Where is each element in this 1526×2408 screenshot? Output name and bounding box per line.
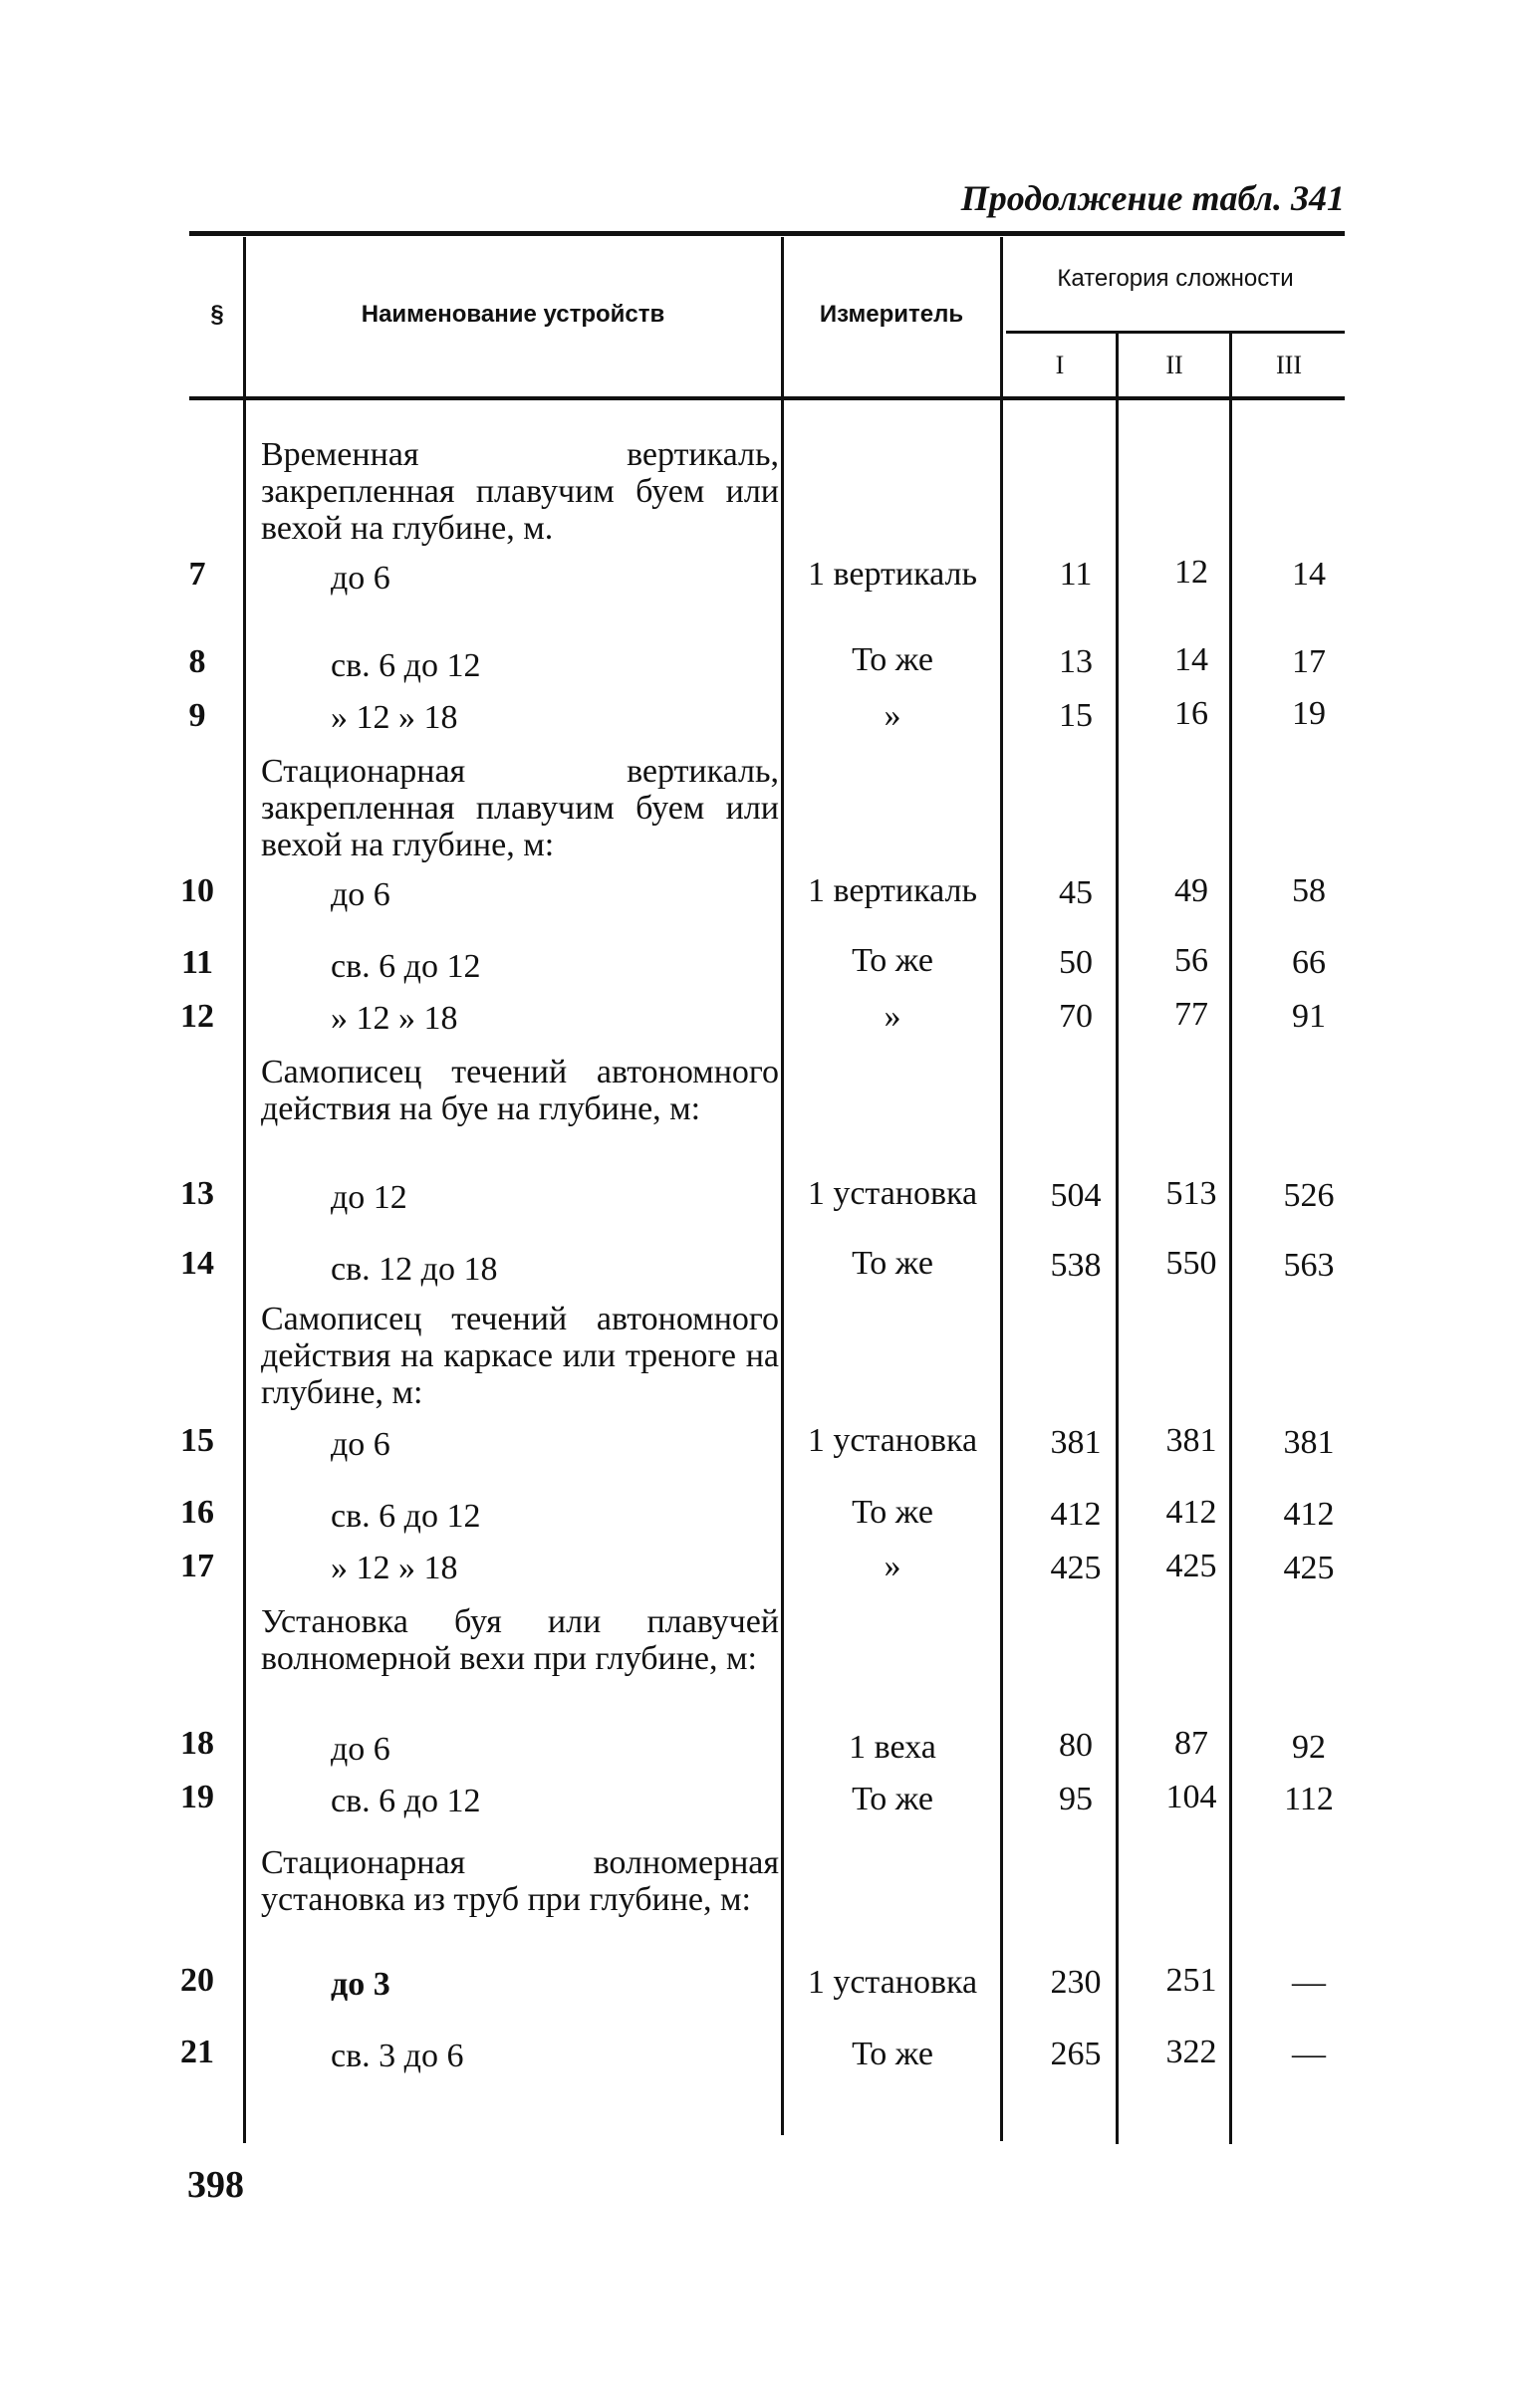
row-cat2: 49 [1174,872,1208,909]
row-name: » 12 » 18 [331,1000,458,1037]
row-number: 13 [180,1175,214,1212]
row-name: до 3 [331,1966,390,2003]
row-unit: 1 установка [807,1422,978,1459]
row-cat2: 513 [1165,1175,1217,1212]
header-unit: Измеритель [819,301,964,328]
row-number: 14 [180,1245,214,1282]
row-name: » 12 » 18 [331,1550,458,1586]
row-cat2: 425 [1165,1548,1217,1584]
row-cat3: 17 [1292,643,1326,680]
row-number: 17 [180,1548,214,1584]
row-unit: 1 веха [849,1729,936,1766]
row-cat3: 412 [1283,1496,1335,1533]
row-unit: То же [852,2036,933,2072]
row-cat1: 538 [1050,1247,1102,1284]
row-cat2: 322 [1165,2034,1217,2070]
header-cat3: III [1276,351,1302,379]
row-name: св. 6 до 12 [331,647,481,684]
row-cat1: 265 [1050,2036,1102,2072]
row-name: св. 6 до 12 [331,1498,481,1535]
row-cat1: 425 [1050,1550,1102,1586]
row-unit: То же [852,942,933,979]
header-category: Категория сложности [1057,265,1294,292]
table-top-rule [189,231,1345,236]
row-cat1: 70 [1059,998,1093,1035]
row-cat2: 251 [1165,1962,1217,1999]
row-cat2: 104 [1165,1779,1217,1815]
row-number: 7 [188,556,206,593]
row-cat3: 563 [1283,1247,1335,1284]
row-unit: То же [852,1781,933,1817]
row-name: до 12 [331,1179,407,1216]
row-cat2: 14 [1174,641,1208,678]
row-number: 18 [180,1725,214,1762]
column-divider-num [243,237,246,2143]
row-number: 8 [188,643,206,680]
group-description: Стационарная волномерная установка из труб при глубине, м: [261,1844,779,1918]
header-num: § [210,301,224,328]
row-number: 21 [180,2034,214,2070]
column-divider-name [781,237,784,2135]
row-number: 19 [180,1779,214,1815]
row-cat3: 112 [1284,1781,1334,1817]
row-name: св. 3 до 6 [331,2038,464,2074]
table-continuation-title: Продолжение табл. 341 [960,178,1345,218]
row-cat2: 56 [1174,942,1208,979]
header-name: Наименование устройств [361,301,665,328]
column-divider-unit [1000,237,1003,2141]
row-name: св. 6 до 12 [331,948,481,985]
row-unit: 1 вертикаль [808,872,977,909]
row-cat3: 92 [1292,1729,1326,1766]
row-cat3: 58 [1292,872,1326,909]
header-cat1: I [1055,351,1065,379]
row-name: до 6 [331,560,390,597]
row-unit: » [884,998,901,1035]
row-cat1: 412 [1050,1496,1102,1533]
page-number: 398 [187,2164,244,2206]
group-description: Временная вертикаль, закрепленная плавучим буем или вехой на глубине, м. [261,436,779,547]
row-cat3: 425 [1283,1550,1335,1586]
row-number: 9 [188,697,206,734]
row-cat1: 80 [1059,1727,1093,1764]
row-cat3: 66 [1292,944,1326,981]
group-description: Самописец течений автономного действия на каркасе или треноге на глубине, м: [261,1301,779,1411]
row-cat3: 14 [1292,556,1326,593]
group-description: Установка буя или плавучей волномерной вехи при глубине, м: [261,1603,779,1677]
row-name: св. 6 до 12 [331,1783,481,1819]
row-name: до 6 [331,876,390,913]
row-cat2: 16 [1174,695,1208,732]
row-cat1: 50 [1059,944,1093,981]
row-cat3: 526 [1283,1177,1335,1214]
row-cat3: 19 [1292,695,1326,732]
row-cat3: — [1292,1964,1326,2001]
row-name: до 6 [331,1731,390,1768]
row-number: 15 [180,1422,214,1459]
row-name: » 12 » 18 [331,699,458,736]
row-cat1: 504 [1050,1177,1102,1214]
category-rule [1006,331,1345,334]
row-cat3: 91 [1292,998,1326,1035]
row-cat1: 381 [1050,1424,1102,1461]
row-name: до 6 [331,1426,390,1463]
group-description: Самописец течений автономного действия на буе на глубине, м: [261,1054,779,1127]
row-cat2: 550 [1165,1245,1217,1282]
row-cat1: 95 [1059,1781,1093,1817]
row-unit: То же [852,1245,933,1282]
row-unit: 1 установка [807,1175,978,1212]
row-cat1: 11 [1059,556,1093,593]
row-cat2: 12 [1174,554,1208,591]
row-cat1: 230 [1050,1964,1102,2001]
column-divider-cat2 [1229,334,1232,2144]
row-unit: » [884,697,901,734]
group-description: Стационарная вертикаль, закрепленная плавучим буем или вехой на глубине, м: [261,753,779,863]
row-number: 20 [180,1962,214,1999]
row-cat2: 381 [1165,1422,1217,1459]
row-cat1: 45 [1059,874,1093,911]
row-unit: То же [852,641,933,678]
row-cat3: — [1292,2036,1326,2072]
row-unit: То же [852,1494,933,1531]
row-unit: » [884,1548,901,1584]
row-cat1: 13 [1059,643,1093,680]
row-number: 11 [180,944,214,981]
header-cat2: II [1165,351,1183,379]
row-number: 16 [180,1494,214,1531]
column-divider-cat1 [1116,334,1119,2144]
row-name: св. 12 до 18 [331,1251,498,1288]
header-bottom-rule [189,396,1345,400]
row-cat2: 412 [1165,1494,1217,1531]
row-cat2: 87 [1174,1725,1208,1762]
row-cat2: 77 [1174,996,1208,1033]
row-cat1: 15 [1059,697,1093,734]
row-number: 10 [180,872,214,909]
row-unit: 1 установка [807,1964,978,2001]
row-cat3: 381 [1283,1424,1335,1461]
row-number: 12 [180,998,214,1035]
row-unit: 1 вертикаль [808,556,977,593]
